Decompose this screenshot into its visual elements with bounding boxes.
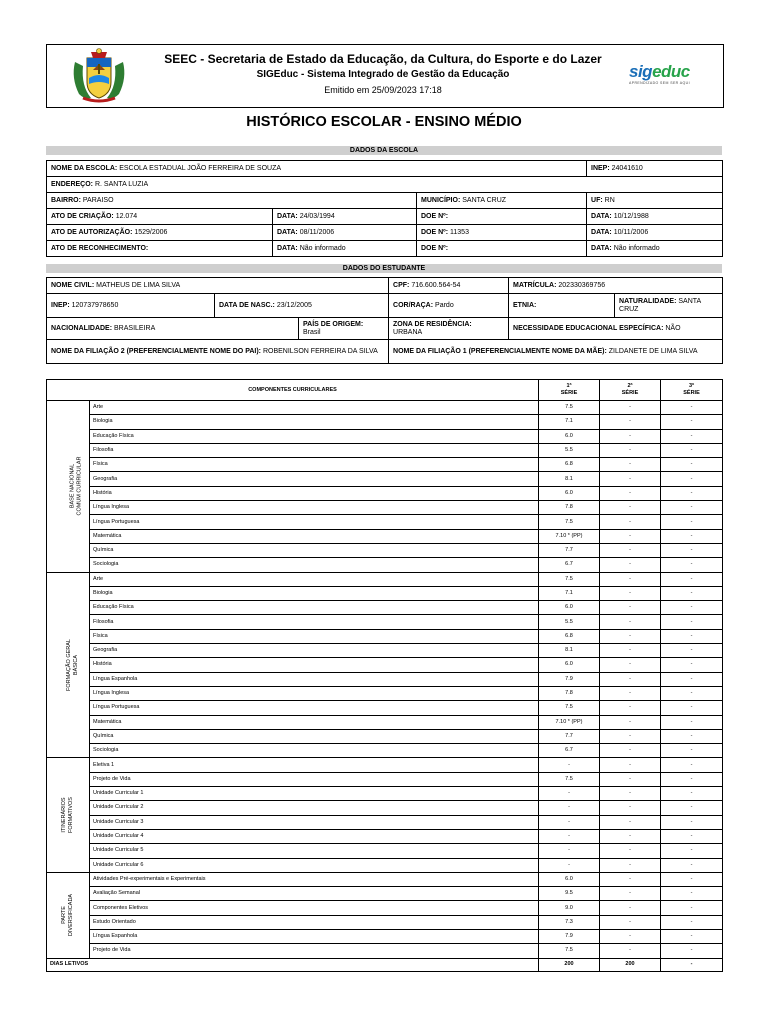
group-label-line: BASE NACIONAL <box>69 464 76 509</box>
grade-row <box>47 586 723 600</box>
grade-s2: - <box>600 729 661 743</box>
grade-s1: - <box>539 758 600 772</box>
grade-s2: - <box>600 443 661 457</box>
grade-s3: - <box>661 744 723 758</box>
section-student-title: DADOS DO ESTUDANTE <box>46 264 722 273</box>
grade-row <box>47 887 723 901</box>
grade-s3: - <box>661 472 723 486</box>
grade-s1: 7.8 <box>539 686 600 700</box>
grade-row <box>47 744 723 758</box>
grade-s3: - <box>661 829 723 843</box>
grade-s1: 5.5 <box>539 615 600 629</box>
component-name: Biologia <box>90 415 539 429</box>
grade-s2: - <box>600 744 661 758</box>
grade-row <box>47 801 723 815</box>
grade-row <box>47 401 723 415</box>
grade-row <box>47 572 723 586</box>
student-inep-cell: INEP: 120737978650 <box>47 294 215 318</box>
grade-s3: - <box>661 601 723 615</box>
group-label <box>66 639 80 691</box>
component-name: Unidade Curricular 1 <box>90 787 539 801</box>
header-title-seec: SEEC - Secretaria de Estado da Educação, da Cultura, do Esporte e do Lazer <box>164 52 602 66</box>
grade-s3: - <box>661 458 723 472</box>
group-label-line: BÁSICA <box>72 654 79 676</box>
student-race-cell: COR/RAÇA: Pardo <box>389 294 509 318</box>
grade-s1: 7.8 <box>539 501 600 515</box>
grade-s1: 6.8 <box>539 629 600 643</box>
series-label: SÉRIE <box>683 390 700 396</box>
grade-s2: - <box>600 929 661 943</box>
student-registration: 202330369756 <box>558 281 606 289</box>
grade-row <box>47 829 723 843</box>
grade-row <box>47 415 723 429</box>
grade-s3: - <box>661 486 723 500</box>
school-address-cell: ENDEREÇO: R. SANTA LUZIA <box>47 177 723 193</box>
grade-row <box>47 515 723 529</box>
school-inep-cell: INEP: 24041610 <box>587 161 723 177</box>
student-info-table <box>46 277 723 364</box>
component-name: Geografia <box>90 472 539 486</box>
grade-row <box>47 644 723 658</box>
grade-s2: - <box>600 658 661 672</box>
recognition-doe-date-cell: DATA: Não informado <box>587 241 723 257</box>
series-header-3 <box>661 380 723 401</box>
grade-row <box>47 715 723 729</box>
component-name: Projeto de Vida <box>90 772 539 786</box>
component-name: Sociologia <box>90 558 539 572</box>
recognition-act-cell: ATO DE RECONHECIMENTO: <box>47 241 273 257</box>
component-name: Língua Inglesa <box>90 686 539 700</box>
school-name: ESCOLA ESTADUAL JOÃO FERREIRA DE SOUZA <box>119 164 282 172</box>
grade-s1: 7.9 <box>539 672 600 686</box>
grade-s1: 7.5 <box>539 944 600 958</box>
grade-s2: - <box>600 887 661 901</box>
header-title-sigeduc: SIGEduc - Sistema Integrado de Gestão da Educação <box>256 69 510 80</box>
grade-s1: 6.0 <box>539 486 600 500</box>
grade-s2: - <box>600 701 661 715</box>
grade-s3: - <box>661 872 723 886</box>
component-name: Química <box>90 729 539 743</box>
student-birthplace-cell: NATURALIDADE: SANTA CRUZ <box>615 294 723 318</box>
grade-s3: - <box>661 501 723 515</box>
student-cpf: 716.600.564-54 <box>411 281 461 289</box>
grade-s2: - <box>600 801 661 815</box>
grade-s2: - <box>600 772 661 786</box>
component-name: Geografia <box>90 644 539 658</box>
student-birthdate-cell: DATA DE NASC.: 23/12/2005 <box>215 294 389 318</box>
header-issued-date: Emitido em 25/09/2023 17:18 <box>324 85 442 95</box>
grade-s1: 6.0 <box>539 658 600 672</box>
creation-doe-date-cell: DATA: 10/12/1988 <box>587 209 723 225</box>
authorization-doe-date-cell: DATA: 10/11/2006 <box>587 225 723 241</box>
grade-s3: - <box>661 515 723 529</box>
grade-s3: - <box>661 558 723 572</box>
grade-s1: 5.5 <box>539 443 600 457</box>
component-name: Atividades Pré-experimentais e Experimentais <box>90 872 539 886</box>
series-number: 3ª <box>688 383 695 389</box>
grade-row <box>47 486 723 500</box>
series-header-1 <box>539 380 600 401</box>
grade-s1: - <box>539 858 600 872</box>
series-label: SÉRIE <box>560 390 578 396</box>
group-label-line: PARTE <box>61 906 68 925</box>
group-label-line: COMUM CURRICULAR <box>76 456 83 516</box>
grade-row <box>47 844 723 858</box>
grade-s3: - <box>661 801 723 815</box>
component-name: Projeto de Vida <box>90 944 539 958</box>
grade-s2: - <box>600 758 661 772</box>
grade-s3: - <box>661 715 723 729</box>
grade-row <box>47 543 723 557</box>
grade-row <box>47 787 723 801</box>
grade-row <box>47 672 723 686</box>
grade-s2: - <box>600 829 661 843</box>
grade-s1: 7.5 <box>539 572 600 586</box>
grade-s1: 6.8 <box>539 458 600 472</box>
grade-s2: - <box>600 715 661 729</box>
component-name: Biologia <box>90 586 539 600</box>
grade-row <box>47 501 723 515</box>
grade-row <box>47 772 723 786</box>
grade-s1: 7.1 <box>539 415 600 429</box>
grade-s2: - <box>600 415 661 429</box>
grade-s1: 8.1 <box>539 472 600 486</box>
grade-s3: - <box>661 701 723 715</box>
grade-s3: - <box>661 929 723 943</box>
grade-row <box>47 629 723 643</box>
grade-s3: - <box>661 586 723 600</box>
grade-s1: 6.0 <box>539 872 600 886</box>
component-name: Educação Física <box>90 601 539 615</box>
component-name: Filosofia <box>90 615 539 629</box>
grade-s2: - <box>600 515 661 529</box>
student-name: MATHEUS DE LIMA SILVA <box>96 281 181 289</box>
group-label-line: FORMAÇÃO GERAL <box>65 639 72 691</box>
group-label-cell <box>47 401 90 573</box>
group-label <box>61 797 75 833</box>
series-number: 1ª <box>566 383 572 389</box>
component-name: Unidade Curricular 2 <box>90 801 539 815</box>
grade-s2: - <box>600 429 661 443</box>
grade-row <box>47 929 723 943</box>
grade-s2: - <box>600 572 661 586</box>
grade-row <box>47 443 723 457</box>
component-name: Eletiva 1 <box>90 758 539 772</box>
school-days-s1: 200 <box>539 958 600 971</box>
grade-s3: - <box>661 887 723 901</box>
grade-s1: 7.10 * (PP) <box>539 529 600 543</box>
student-cpf-cell: CPF: 716.600.564-54 <box>389 278 509 294</box>
school-state: RN <box>604 196 615 204</box>
component-name: Física <box>90 629 539 643</box>
group-label-cell <box>47 572 90 758</box>
grade-s2: - <box>600 672 661 686</box>
component-name: Língua Portuguesa <box>90 701 539 715</box>
component-name: Arte <box>90 401 539 415</box>
grades-header-row <box>47 380 723 401</box>
grade-s1: 7.1 <box>539 586 600 600</box>
grade-s3: - <box>661 915 723 929</box>
grade-s1: 7.7 <box>539 729 600 743</box>
grade-s3: - <box>661 615 723 629</box>
authorization-act-cell: ATO DE AUTORIZAÇÃO: 1529/2006 <box>47 225 273 241</box>
school-name-cell: NOME DA ESCOLA: ESCOLA ESTADUAL JOÃO FERREIRA DE SOUZA <box>47 161 587 177</box>
grade-s1: 7.9 <box>539 929 600 943</box>
grade-s3: - <box>661 529 723 543</box>
grade-s3: - <box>661 758 723 772</box>
component-name: Filosofia <box>90 443 539 457</box>
group-label <box>69 457 83 516</box>
grade-s3: - <box>661 844 723 858</box>
grade-row <box>47 944 723 958</box>
component-name: Unidade Curricular 4 <box>90 829 539 843</box>
logo-part-educ: educ <box>652 62 690 81</box>
student-parent1: ZILDANETE DE LIMA SILVA <box>608 347 698 355</box>
grade-s3: - <box>661 901 723 915</box>
student-parent2-cell: NOME DA FILIAÇÃO 2 (PREFERENCIALMENTE NOME DO PAI): ROBENILSON FERREIRA DA SILVA <box>47 340 389 364</box>
component-name: Língua Inglesa <box>90 501 539 515</box>
grade-s3: - <box>661 415 723 429</box>
grade-s3: - <box>661 686 723 700</box>
component-name: Matemática <box>90 529 539 543</box>
header-titles <box>147 51 619 97</box>
grade-row <box>47 901 723 915</box>
grade-row <box>47 615 723 629</box>
grade-s3: - <box>661 787 723 801</box>
school-neighborhood-cell: BAIRRO: PARAISO <box>47 193 417 209</box>
component-name: Unidade Curricular 6 <box>90 858 539 872</box>
grade-s2: - <box>600 858 661 872</box>
grade-row <box>47 815 723 829</box>
grades-table <box>46 379 723 972</box>
group-label-line: ITINERÁRIOS <box>61 797 67 833</box>
grade-s3: - <box>661 815 723 829</box>
grade-s3: - <box>661 944 723 958</box>
component-name: Matemática <box>90 715 539 729</box>
grade-row <box>47 872 723 886</box>
school-days-s3: - <box>661 958 723 971</box>
component-name: Língua Espanhola <box>90 672 539 686</box>
series-number: 2ª <box>627 383 633 389</box>
grade-s3: - <box>661 772 723 786</box>
grade-s3: - <box>661 858 723 872</box>
component-name: Sociologia <box>90 744 539 758</box>
components-header: COMPONENTES CURRICULARES <box>47 380 539 401</box>
grade-row <box>47 458 723 472</box>
grade-s1: 9.0 <box>539 901 600 915</box>
grade-s2: - <box>600 458 661 472</box>
grade-s2: - <box>600 586 661 600</box>
authorization-date-cell: DATA: 08/11/2006 <box>273 225 417 241</box>
grade-s1: 8.1 <box>539 644 600 658</box>
component-name: Estudo Orientado <box>90 915 539 929</box>
grade-row <box>47 915 723 929</box>
grade-row <box>47 686 723 700</box>
grade-s1: 6.0 <box>539 429 600 443</box>
component-name: Língua Portuguesa <box>90 515 539 529</box>
component-name: Unidade Curricular 3 <box>90 815 539 829</box>
grade-s2: - <box>600 944 661 958</box>
grade-s2: - <box>600 543 661 557</box>
grade-s2: - <box>600 401 661 415</box>
grade-s2: - <box>600 901 661 915</box>
grade-s1: 6.0 <box>539 601 600 615</box>
grade-row <box>47 729 723 743</box>
grade-s1: 7.5 <box>539 701 600 715</box>
grade-s2: - <box>600 615 661 629</box>
grade-s1: 7.5 <box>539 401 600 415</box>
school-days-row <box>47 958 723 971</box>
grade-s3: - <box>661 429 723 443</box>
grade-s3: - <box>661 658 723 672</box>
grade-row <box>47 429 723 443</box>
group-label-cell <box>47 872 90 958</box>
component-name: Unidade Curricular 5 <box>90 844 539 858</box>
grade-row <box>47 658 723 672</box>
logo-tagline: APRENDIZADO SEM SER AQUI <box>629 81 690 85</box>
document-header <box>46 44 724 108</box>
group-label-line: DIVERSIFICADA <box>68 894 75 937</box>
student-ethnicity-cell: ETNIA: <box>509 294 615 318</box>
grade-row <box>47 858 723 872</box>
component-name: Componentes Eletivos <box>90 901 539 915</box>
grade-s1: 7.3 <box>539 915 600 929</box>
grade-s1: - <box>539 787 600 801</box>
grade-s1: 7.7 <box>539 543 600 557</box>
component-name: Língua Espanhola <box>90 929 539 943</box>
creation-date-cell: DATA: 24/03/1994 <box>273 209 417 225</box>
school-address: R. SANTA LUZIA <box>94 180 149 188</box>
grade-s2: - <box>600 872 661 886</box>
grade-s1: 7.5 <box>539 772 600 786</box>
component-name: Avaliação Semanal <box>90 887 539 901</box>
grade-s2: - <box>600 844 661 858</box>
student-registration-cell: MATRÍCULA: 202330369756 <box>509 278 723 294</box>
student-country-cell: PAÍS DE ORIGEM: Brasil <box>299 318 389 340</box>
grade-s2: - <box>600 629 661 643</box>
student-name-cell: NOME CIVIL: MATHEUS DE LIMA SILVA <box>47 278 389 294</box>
sigeduc-logo <box>629 63 709 93</box>
school-days-s2: 200 <box>600 958 661 971</box>
grade-s1: - <box>539 801 600 815</box>
recognition-doe-cell: DOE Nº: <box>417 241 587 257</box>
grade-s2: - <box>600 529 661 543</box>
grade-row <box>47 472 723 486</box>
section-school-title: DADOS DA ESCOLA <box>46 146 722 155</box>
component-name: Educação Física <box>90 429 539 443</box>
grade-s1: 7.10 * (PP) <box>539 715 600 729</box>
grade-s3: - <box>661 672 723 686</box>
school-state-cell: UF: RN <box>587 193 723 209</box>
rn-state-crest-icon <box>69 48 129 104</box>
grade-s1: 6.7 <box>539 744 600 758</box>
component-name: Química <box>90 543 539 557</box>
grade-s2: - <box>600 472 661 486</box>
component-name: História <box>90 658 539 672</box>
group-label-cell <box>47 758 90 872</box>
authorization-doe-cell: DOE Nº: 11353 <box>417 225 587 241</box>
creation-act-cell: ATO DE CRIAÇÃO: 12.074 <box>47 209 273 225</box>
grade-s3: - <box>661 543 723 557</box>
school-inep: 24041610 <box>611 164 643 172</box>
school-days-label: DIAS LETIVOS <box>47 958 539 971</box>
series-label: SÉRIE <box>621 390 639 396</box>
grade-s2: - <box>600 486 661 500</box>
grade-s1: 9.5 <box>539 887 600 901</box>
grade-s2: - <box>600 815 661 829</box>
grade-row <box>47 701 723 715</box>
school-city-cell: MUNICÍPIO: SANTA CRUZ <box>417 193 587 209</box>
grade-s2: - <box>600 558 661 572</box>
grade-s1: - <box>539 815 600 829</box>
grade-s1: 7.5 <box>539 515 600 529</box>
grade-s3: - <box>661 572 723 586</box>
grade-s1: - <box>539 844 600 858</box>
grade-s2: - <box>600 915 661 929</box>
grade-s2: - <box>600 601 661 615</box>
group-label <box>61 894 75 936</box>
grade-s3: - <box>661 401 723 415</box>
document-title: HISTÓRICO ESCOLAR - ENSINO MÉDIO <box>246 114 522 130</box>
logo-part-sig: sig <box>629 62 653 81</box>
group-label-line: FORMATIVOS <box>68 797 74 834</box>
student-nationality-cell: NACIONALIDADE: BRASILEIRA <box>47 318 299 340</box>
grade-s2: - <box>600 644 661 658</box>
grade-s3: - <box>661 629 723 643</box>
component-name: Física <box>90 458 539 472</box>
student-parent2: ROBENILSON FERREIRA DA SILVA <box>262 347 378 355</box>
grade-s3: - <box>661 443 723 457</box>
student-special-needs-cell: NECESSIDADE EDUCACIONAL ESPECÍFICA: NÃO <box>509 318 723 340</box>
grade-row <box>47 758 723 772</box>
student-residence-zone-cell: ZONA DE RESIDÊNCIA: URBANA <box>389 318 509 340</box>
grade-s1: - <box>539 829 600 843</box>
component-name: Arte <box>90 572 539 586</box>
grade-row <box>47 529 723 543</box>
grade-row <box>47 558 723 572</box>
grade-row <box>47 601 723 615</box>
student-parent1-cell: NOME DA FILIAÇÃO 1 (PREFERENCIALMENTE NOME DA MÃE): ZILDANETE DE LIMA SILVA <box>389 340 723 364</box>
recognition-date-cell: DATA: Não informado <box>273 241 417 257</box>
grade-s2: - <box>600 501 661 515</box>
school-city: SANTA CRUZ <box>462 196 507 204</box>
component-name: História <box>90 486 539 500</box>
grade-s2: - <box>600 787 661 801</box>
grade-s3: - <box>661 729 723 743</box>
grade-s1: 6.7 <box>539 558 600 572</box>
series-header-2 <box>600 380 661 401</box>
school-info-table <box>46 160 723 257</box>
grade-s2: - <box>600 686 661 700</box>
creation-doe-cell: DOE Nº: <box>417 209 587 225</box>
school-neighborhood: PARAISO <box>82 196 114 204</box>
grade-s3: - <box>661 644 723 658</box>
